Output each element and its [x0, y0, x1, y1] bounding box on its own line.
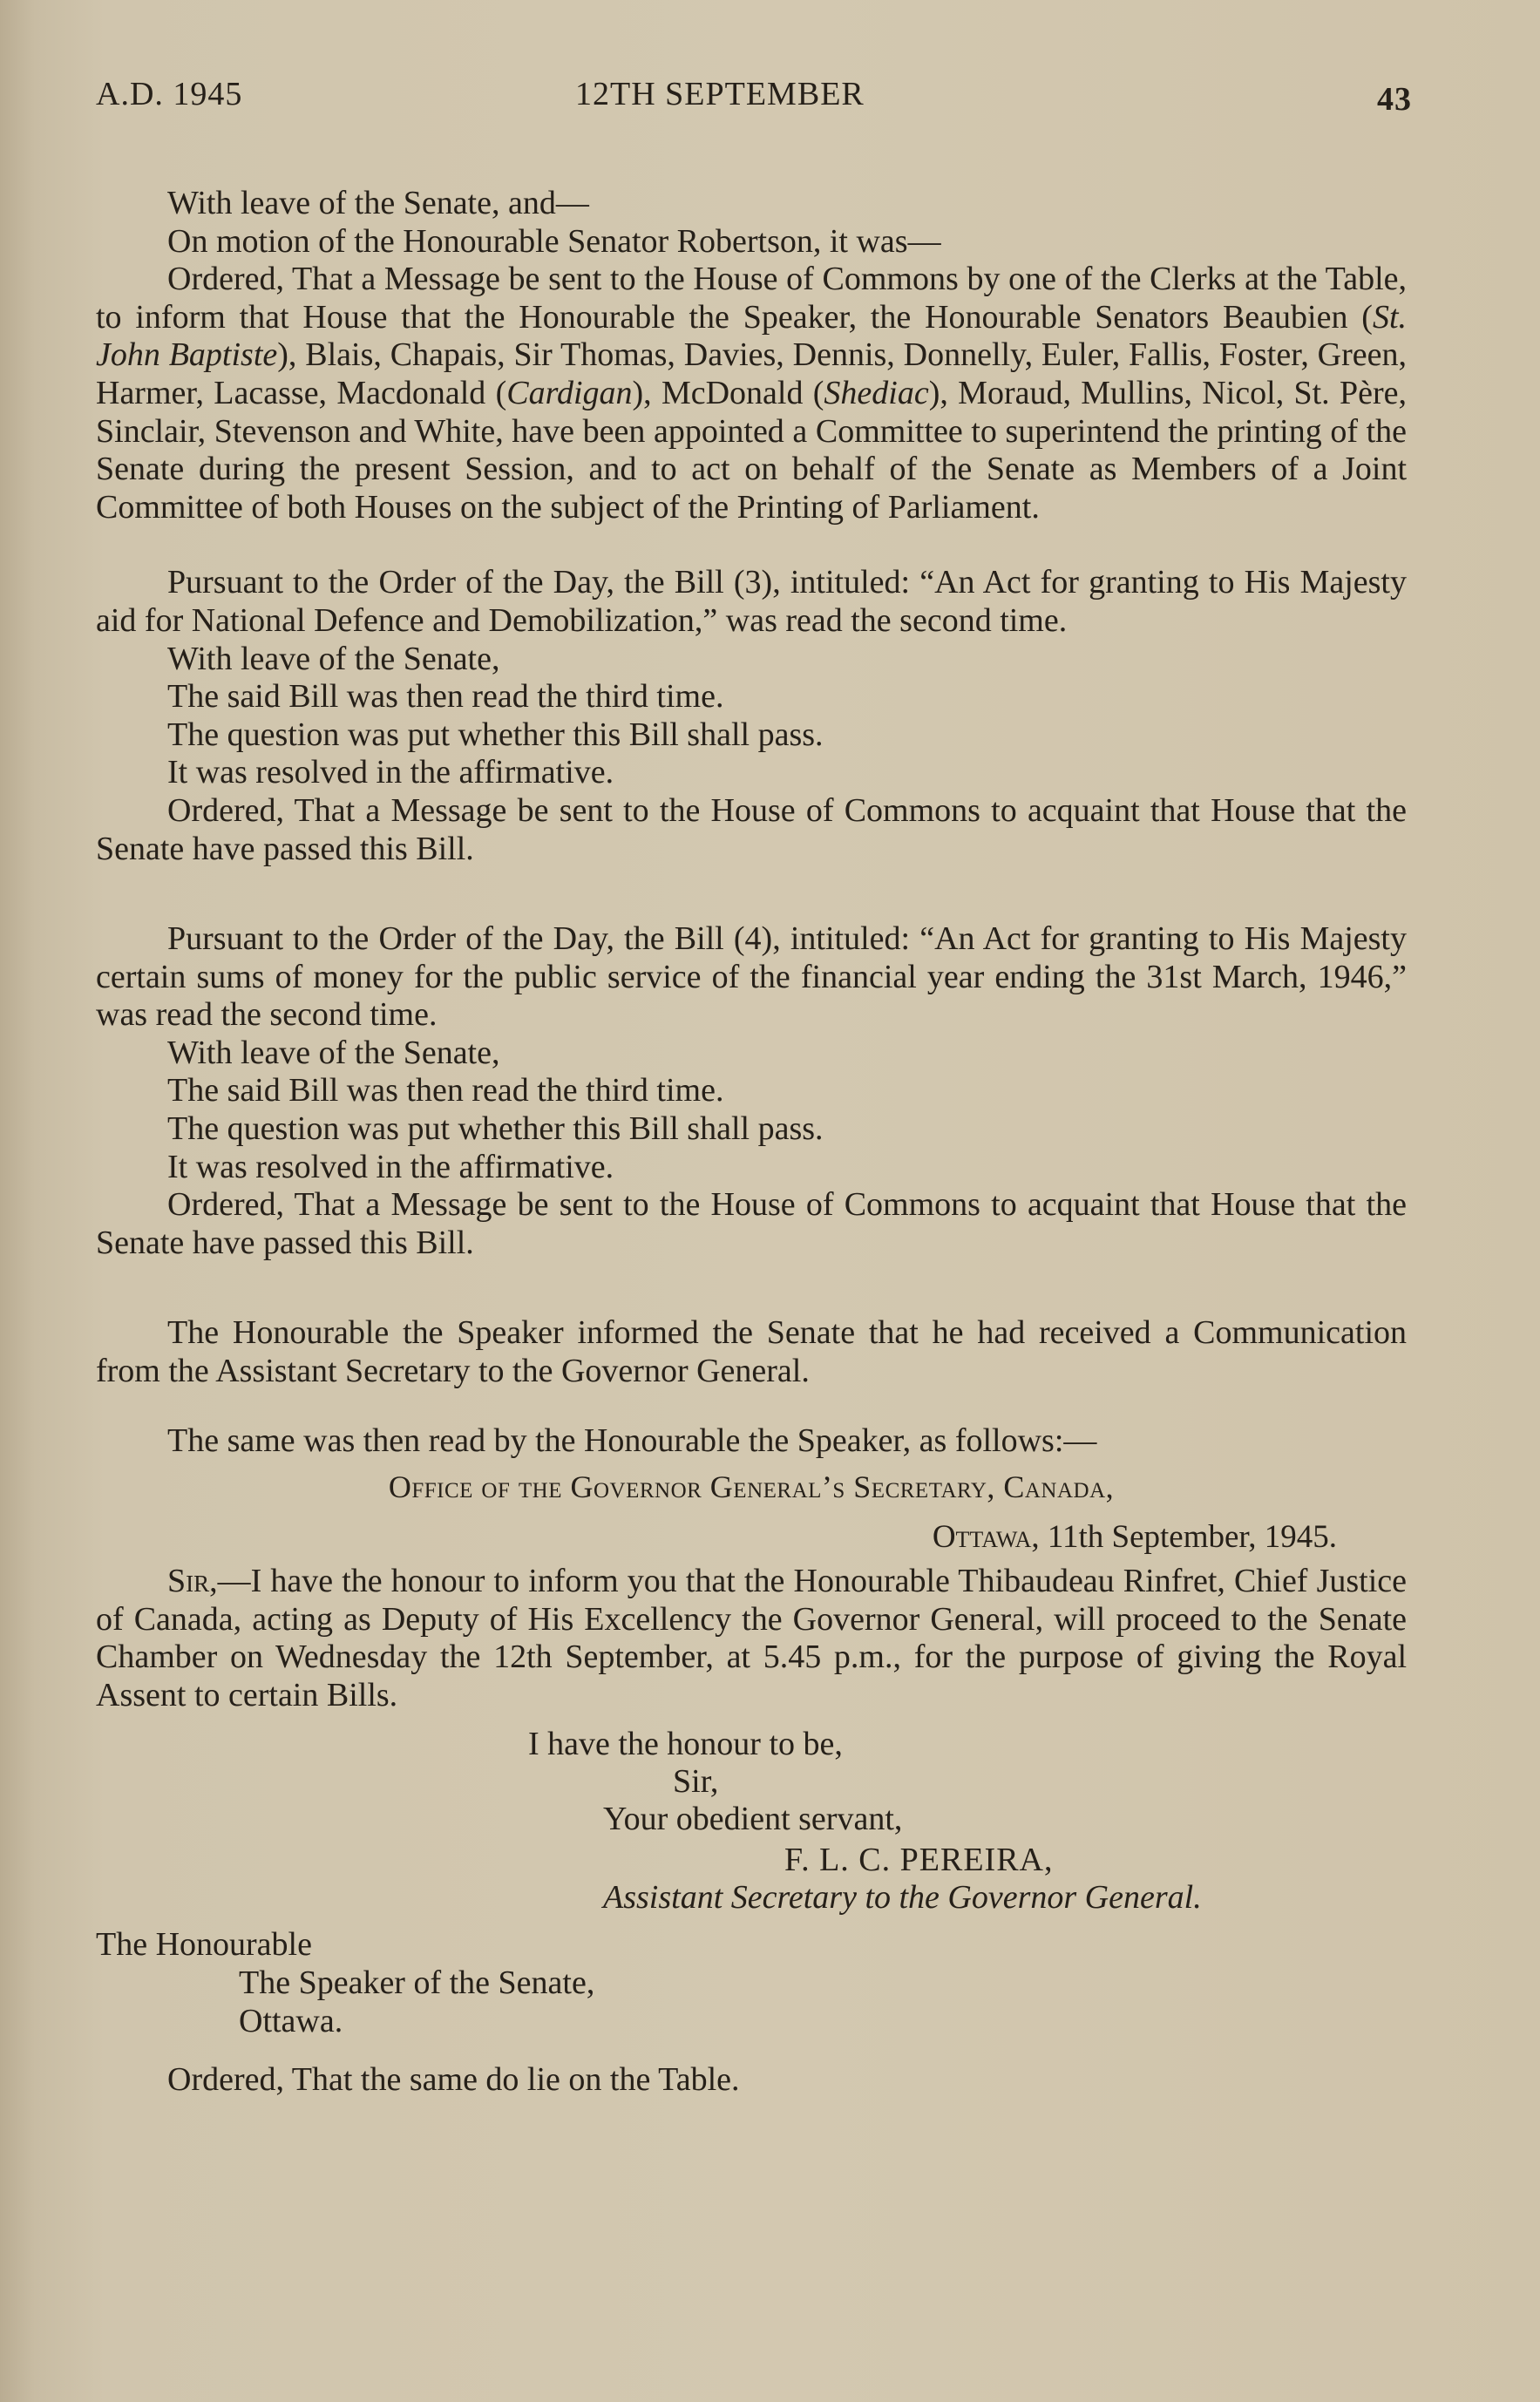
bill3-resolved: It was resolved in the affirmative.: [167, 754, 614, 791]
signer-name: F. L. C. PEREIRA,: [784, 1841, 1054, 1878]
bill3-leave: With leave of the Senate,: [167, 640, 500, 677]
address-line-1: The Honourable: [96, 1925, 312, 1963]
bill4-ordered-paragraph: Ordered, That a Message be sent to the House of Commons to acquaint that House that the Senate have passed this Bill.: [96, 1186, 1407, 1261]
bill3-question: The question was put whether this Bill shall pass.: [167, 716, 824, 753]
bill4-question: The question was put whether this Bill shall pass.: [167, 1110, 824, 1148]
page-number: 43: [1377, 81, 1412, 118]
letter-dateline: Ottawa, 11th September, 1945.: [932, 1519, 1337, 1556]
address-line-3: Ottawa.: [239, 2002, 343, 2039]
bill4-resolved: It was resolved in the affirmative.: [167, 1148, 614, 1185]
letter-office-heading: Office of the Governor General’s Secretary, Canada,: [388, 1469, 1115, 1505]
letter-address-block: [96, 1925, 1407, 2040]
document-body: [96, 185, 1407, 2099]
bill4-leave: With leave of the Senate,: [167, 1034, 500, 1071]
address-line-2: The Speaker of the Senate,: [239, 1964, 595, 2001]
page-header: [96, 75, 1412, 127]
bill3-ordered-paragraph: Ordered, That a Message be sent to the House of Commons to acquaint that House that the Senate have passed this Bill.: [96, 791, 1407, 867]
communication-paragraph: The Honourable the Speaker informed the Senate that he had received a Communication from the Assistant Secretary to the Governor General.: [96, 1314, 1407, 1390]
motion-line: On motion of the Honourable Senator Robertson, it was—: [167, 222, 941, 260]
closing-sir: Sir,: [673, 1762, 719, 1800]
letter-body: Sir,—I have the honour to inform you that the Honourable Thibaudeau Rinfret, Chief Justice of Canada, acting as Deputy of His Excellency the Governor General, will proceed to the Senate Chamber on Wednesday the 12th September, at 5.45 p.m., for the purpose of giving the Royal Assent to certain Bills.: [96, 1563, 1407, 1713]
closing-honour: I have the honour to be,: [528, 1725, 843, 1762]
bill4-third-reading: The said Bill was then read the third time.: [167, 1072, 724, 1109]
signer-title: Assistant Secretary to the Governor General.: [603, 1878, 1202, 1916]
header-date: 12TH SEPTEMBER: [575, 76, 865, 112]
letter-signature-block: [96, 1726, 1407, 1917]
leave-line: With leave of the Senate, and—: [167, 185, 589, 221]
header-year: A.D. 1945: [96, 76, 243, 112]
closing-servant: Your obedient servant,: [603, 1800, 903, 1837]
bill3-pursuant-paragraph: Pursuant to the Order of the Day, the Bill (3), intituled: “An Act for granting to His Majesty aid for National Defence and Demobilization,” was read the second time.: [96, 564, 1407, 639]
bill4-pursuant-paragraph: Pursuant to the Order of the Day, the Bill (4), intituled: “An Act for granting to His Majesty certain sums of money for the public service of the financial year ending the 31st March, 1946,” was read the second time.: [96, 920, 1407, 1034]
ordered-committee-paragraph: Ordered, That a Message be sent to the House of Commons by one of the Clerks at the Table, to inform that House that the Honourable the Speaker, the Honourable Senators Beaubien (St. John Baptiste), Blais, Chapais, Sir Thomas, Davies, Dennis, Donnelly, Euler, Fallis, Foster, Green, Harmer, Lacasse, Macdonald (Cardigan), McDonald (Shediac), Moraud, Mullins, Nicol, St. Père, Sinclair, Stevenson and White, have been appointed a Committee to superintend the printing of the Senate during the present Session, and to act on behalf of the Senate as Members of a Joint Committee of both Houses on the subject of the Printing of Parliament.: [96, 261, 1408, 526]
final-ordered: Ordered, That the same do lie on the Table.: [167, 2060, 740, 2098]
bill3-third-reading: The said Bill was then read the third time.: [167, 678, 724, 716]
read-as-follows: The same was then read by the Honourable the Speaker, as follows:—: [167, 1422, 1097, 1459]
